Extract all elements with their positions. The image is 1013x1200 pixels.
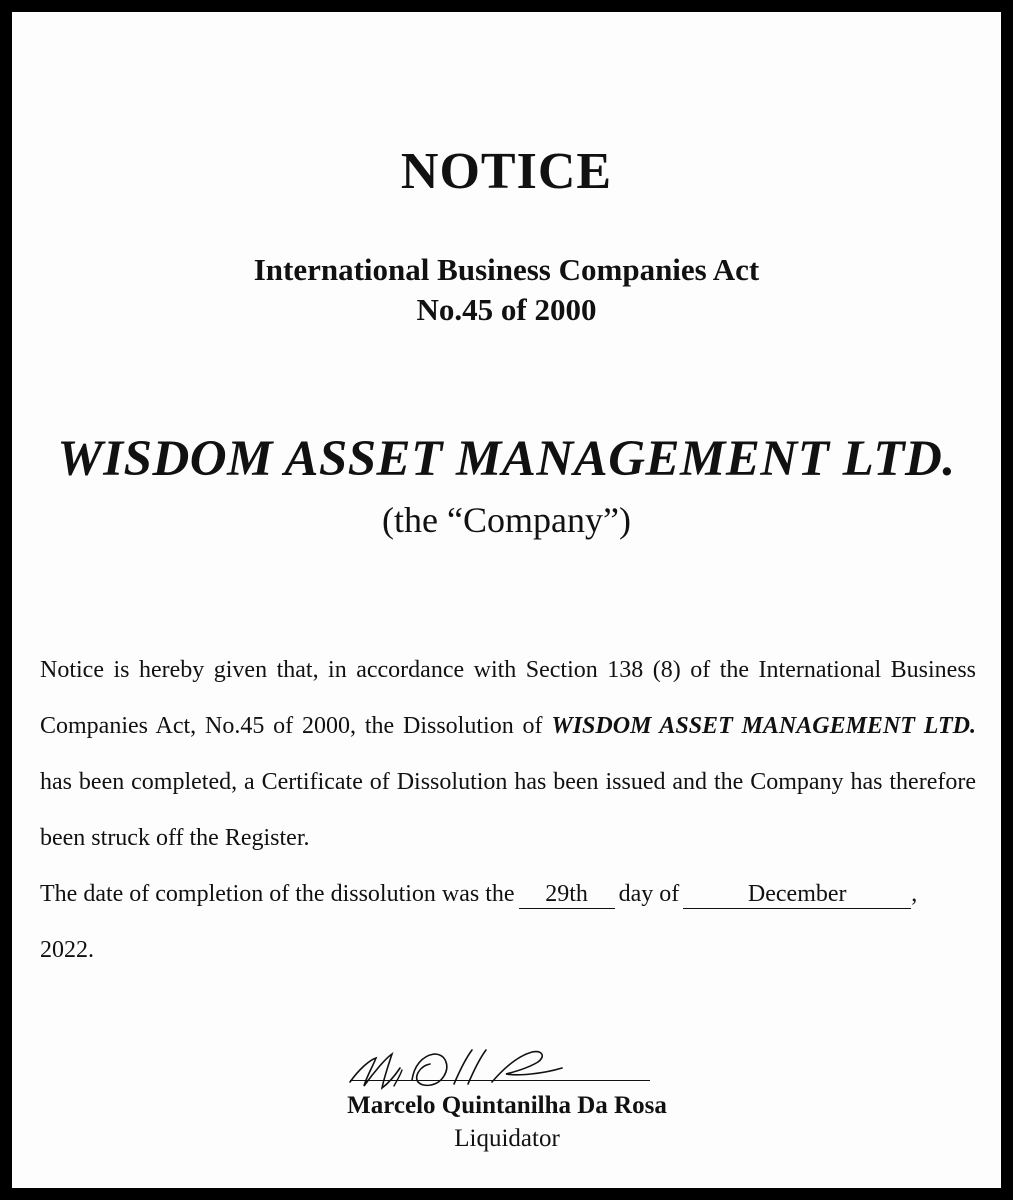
month-field: December	[683, 880, 911, 909]
act-name: International Business Companies Act	[253, 252, 760, 287]
signatory-name: Marcelo Quintanilha Da Rosa	[347, 1092, 667, 1119]
notice-document	[12, 12, 1001, 1188]
notice-title: NOTICE	[400, 143, 613, 200]
company-name: WISDOM ASSET MANAGEMENT LTD.	[57, 431, 956, 487]
paragraph-text-start: Notice is hereby given that, in accordance with Section 138 (8) of the International Business Companies Act, No.45 of 2000, the Dissolution of	[40, 657, 976, 739]
company-alias: (the “Company”)	[382, 500, 631, 540]
paragraph-text-end: has been completed, a Certificate of Dissolution has been issued and the Company has therefore been struck off the Register.	[40, 769, 976, 851]
signatory-role: Liquidator	[454, 1125, 560, 1152]
completion-date-paragraph: The date of completion of the dissolution was the 29th day of December , 2022.	[40, 881, 918, 963]
act-reference	[12, 250, 1001, 330]
day-of-text: day of	[618, 881, 680, 907]
year-text: 2022.	[40, 937, 94, 963]
day-field: 29th	[519, 880, 615, 909]
act-number: No.45 of 2000	[416, 292, 597, 327]
notice-paragraph	[40, 642, 976, 866]
signature-line	[350, 1080, 650, 1081]
signature-image	[342, 1038, 672, 1098]
date-prefix-text: The date of completion of the dissolution was the	[40, 881, 515, 907]
company-name-inline: WISDOM ASSET MANAGEMENT LTD.	[551, 713, 976, 739]
